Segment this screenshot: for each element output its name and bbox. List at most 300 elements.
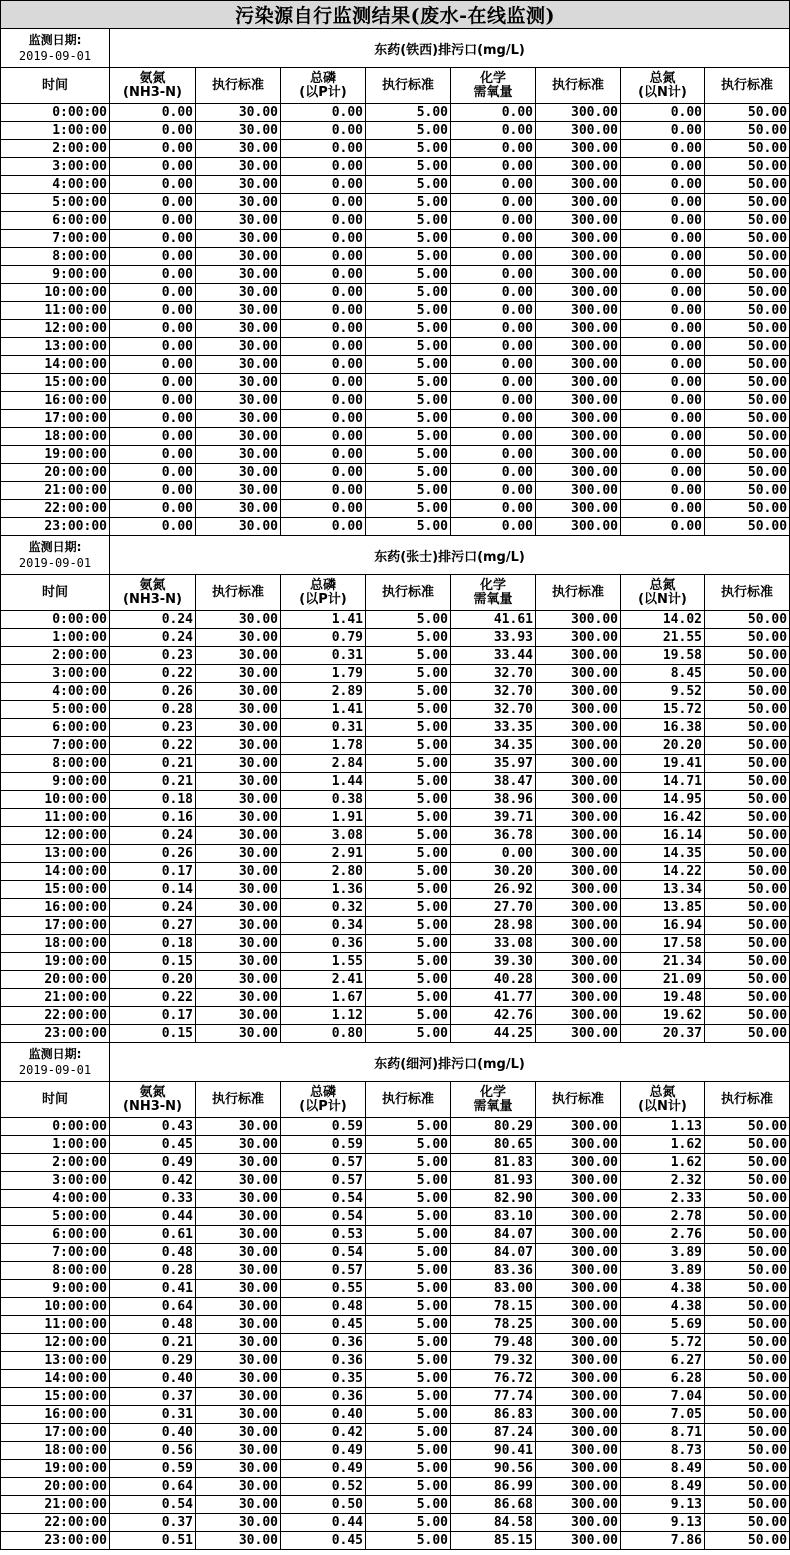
value-cell: 300.00	[536, 392, 621, 410]
time-cell: 6:00:00	[1, 1226, 110, 1244]
value-cell: 5.00	[366, 428, 451, 446]
value-cell: 5.00	[366, 1007, 451, 1025]
value-cell: 14.02	[621, 611, 705, 629]
value-cell: 0.00	[281, 356, 366, 374]
value-cell: 30.00	[196, 122, 281, 140]
value-cell: 300.00	[536, 428, 621, 446]
value-cell: 5.00	[366, 1424, 451, 1442]
time-cell: 13:00:00	[1, 1352, 110, 1370]
value-cell: 50.00	[705, 971, 790, 989]
value-cell: 21.55	[621, 629, 705, 647]
value-cell: 300.00	[536, 320, 621, 338]
value-cell: 38.47	[451, 773, 536, 791]
table-row	[1, 140, 790, 158]
column-header-row	[1, 575, 790, 611]
value-cell: 0.57	[281, 1172, 366, 1190]
value-cell: 33.44	[451, 647, 536, 665]
value-cell: 0.35	[281, 1370, 366, 1388]
value-cell: 50.00	[705, 1478, 790, 1496]
value-cell: 41.61	[451, 611, 536, 629]
value-cell: 300.00	[536, 791, 621, 809]
value-cell: 300.00	[536, 158, 621, 176]
value-cell: 19.41	[621, 755, 705, 773]
value-cell: 0.00	[621, 392, 705, 410]
value-cell: 5.00	[366, 647, 451, 665]
section-info-row	[1, 29, 790, 68]
table-row	[1, 1352, 790, 1370]
time-cell: 8:00:00	[1, 1262, 110, 1280]
value-cell: 20.37	[621, 1025, 705, 1043]
value-cell: 7.86	[621, 1532, 705, 1550]
value-cell: 5.00	[366, 482, 451, 500]
value-cell: 0.18	[110, 935, 196, 953]
value-cell: 0.00	[621, 194, 705, 212]
value-cell: 83.10	[451, 1208, 536, 1226]
table-row	[1, 428, 790, 446]
value-cell: 30.00	[196, 1136, 281, 1154]
column-header	[196, 68, 281, 104]
time-cell: 0:00:00	[1, 1118, 110, 1136]
time-cell: 22:00:00	[1, 1514, 110, 1532]
value-cell: 0.37	[110, 1388, 196, 1406]
table-row	[1, 1460, 790, 1478]
value-cell: 5.00	[366, 518, 451, 536]
value-cell: 50.00	[705, 428, 790, 446]
table-row	[1, 719, 790, 737]
value-cell: 300.00	[536, 122, 621, 140]
table-row	[1, 1514, 790, 1532]
monitoring-date-cell	[1, 29, 110, 68]
value-cell: 50.00	[705, 629, 790, 647]
time-cell: 6:00:00	[1, 719, 110, 737]
value-cell: 0.00	[281, 446, 366, 464]
value-cell: 0.24	[110, 827, 196, 845]
time-cell: 0:00:00	[1, 104, 110, 122]
column-header	[281, 68, 366, 104]
value-cell: 300.00	[536, 1424, 621, 1442]
time-cell: 11:00:00	[1, 809, 110, 827]
value-cell: 50.00	[705, 1025, 790, 1043]
value-cell: 20.20	[621, 737, 705, 755]
value-cell: 1.79	[281, 665, 366, 683]
value-cell: 5.00	[366, 809, 451, 827]
value-cell: 83.36	[451, 1262, 536, 1280]
column-header	[451, 1082, 536, 1118]
value-cell: 50.00	[705, 266, 790, 284]
value-cell: 0.52	[281, 1478, 366, 1496]
value-cell: 50.00	[705, 1424, 790, 1442]
value-cell: 5.00	[366, 1370, 451, 1388]
value-cell: 30.00	[196, 338, 281, 356]
value-cell: 50.00	[705, 917, 790, 935]
value-cell: 17.58	[621, 935, 705, 953]
time-cell: 9:00:00	[1, 266, 110, 284]
value-cell: 300.00	[536, 1532, 621, 1550]
value-cell: 0.40	[110, 1424, 196, 1442]
value-cell: 300.00	[536, 1352, 621, 1370]
value-cell: 300.00	[536, 953, 621, 971]
value-cell: 5.00	[366, 791, 451, 809]
monitoring-date-label: 监测日期:	[28, 33, 82, 47]
time-cell: 20:00:00	[1, 1478, 110, 1496]
value-cell: 2.33	[621, 1190, 705, 1208]
time-cell: 9:00:00	[1, 773, 110, 791]
value-cell: 300.00	[536, 176, 621, 194]
value-cell: 0.00	[451, 338, 536, 356]
table-row	[1, 1316, 790, 1334]
value-cell: 30.00	[196, 1190, 281, 1208]
column-header-line1: 化学	[479, 70, 506, 86]
value-cell: 50.00	[705, 881, 790, 899]
value-cell: 16.42	[621, 809, 705, 827]
time-cell: 22:00:00	[1, 500, 110, 518]
value-cell: 8.73	[621, 1442, 705, 1460]
value-cell: 50.00	[705, 410, 790, 428]
value-cell: 0.34	[281, 917, 366, 935]
table-row	[1, 1226, 790, 1244]
value-cell: 50.00	[705, 899, 790, 917]
value-cell: 0.00	[281, 266, 366, 284]
value-cell: 300.00	[536, 971, 621, 989]
value-cell: 0.00	[451, 320, 536, 338]
value-cell: 16.38	[621, 719, 705, 737]
value-cell: 2.41	[281, 971, 366, 989]
value-cell: 50.00	[705, 953, 790, 971]
time-cell: 20:00:00	[1, 464, 110, 482]
value-cell: 0.49	[110, 1154, 196, 1172]
value-cell: 300.00	[536, 266, 621, 284]
value-cell: 50.00	[705, 1136, 790, 1154]
value-cell: 32.70	[451, 683, 536, 701]
value-cell: 30.00	[196, 899, 281, 917]
value-cell: 30.00	[196, 500, 281, 518]
value-cell: 0.45	[281, 1316, 366, 1334]
table-row	[1, 446, 790, 464]
value-cell: 300.00	[536, 356, 621, 374]
column-header	[1, 68, 110, 104]
time-cell: 12:00:00	[1, 1334, 110, 1352]
value-cell: 30.00	[196, 863, 281, 881]
value-cell: 0.64	[110, 1478, 196, 1496]
value-cell: 90.41	[451, 1442, 536, 1460]
value-cell: 0.00	[621, 446, 705, 464]
value-cell: 0.57	[281, 1262, 366, 1280]
value-cell: 0.51	[110, 1532, 196, 1550]
value-cell: 50.00	[705, 320, 790, 338]
value-cell: 80.29	[451, 1118, 536, 1136]
column-header	[536, 68, 621, 104]
value-cell: 300.00	[536, 863, 621, 881]
value-cell: 0.00	[281, 140, 366, 158]
value-cell: 1.62	[621, 1136, 705, 1154]
value-cell: 0.00	[281, 212, 366, 230]
value-cell: 5.00	[366, 845, 451, 863]
value-cell: 19.48	[621, 989, 705, 1007]
value-cell: 300.00	[536, 140, 621, 158]
value-cell: 30.00	[196, 1532, 281, 1550]
value-cell: 86.99	[451, 1478, 536, 1496]
value-cell: 50.00	[705, 683, 790, 701]
value-cell: 5.00	[366, 971, 451, 989]
value-cell: 30.00	[196, 248, 281, 266]
value-cell: 300.00	[536, 518, 621, 536]
value-cell: 32.70	[451, 665, 536, 683]
value-cell: 30.00	[196, 1496, 281, 1514]
column-header-line1: 总氮	[649, 70, 676, 86]
column-header-line2: (NH3-N)	[123, 84, 182, 100]
value-cell: 50.00	[705, 500, 790, 518]
time-cell: 17:00:00	[1, 917, 110, 935]
value-cell: 300.00	[536, 248, 621, 266]
monitoring-date-value: 2019-09-01	[18, 556, 92, 570]
value-cell: 50.00	[705, 194, 790, 212]
table-body	[1, 1, 790, 1550]
column-header	[536, 575, 621, 611]
value-cell: 9.13	[621, 1496, 705, 1514]
value-cell: 0.24	[110, 611, 196, 629]
column-header-line1: 执行标准	[381, 1091, 434, 1107]
value-cell: 300.00	[536, 1334, 621, 1352]
value-cell: 30.00	[196, 683, 281, 701]
value-cell: 78.25	[451, 1316, 536, 1334]
value-cell: 9.13	[621, 1514, 705, 1532]
time-cell: 1:00:00	[1, 1136, 110, 1154]
column-header-row	[1, 68, 790, 104]
value-cell: 30.00	[196, 266, 281, 284]
value-cell: 30.00	[196, 755, 281, 773]
value-cell: 0.48	[281, 1298, 366, 1316]
value-cell: 30.00	[196, 1298, 281, 1316]
value-cell: 0.80	[281, 1025, 366, 1043]
value-cell: 0.79	[281, 629, 366, 647]
value-cell: 300.00	[536, 737, 621, 755]
value-cell: 5.00	[366, 1352, 451, 1370]
value-cell: 38.96	[451, 791, 536, 809]
value-cell: 300.00	[536, 1007, 621, 1025]
value-cell: 0.00	[451, 212, 536, 230]
value-cell: 1.78	[281, 737, 366, 755]
value-cell: 87.24	[451, 1424, 536, 1442]
value-cell: 50.00	[705, 1460, 790, 1478]
time-cell: 14:00:00	[1, 1370, 110, 1388]
value-cell: 30.00	[196, 1316, 281, 1334]
value-cell: 30.00	[196, 989, 281, 1007]
column-header-line1: 执行标准	[551, 584, 604, 600]
value-cell: 30.00	[196, 647, 281, 665]
value-cell: 33.08	[451, 935, 536, 953]
value-cell: 0.00	[621, 410, 705, 428]
value-cell: 0.00	[281, 104, 366, 122]
value-cell: 0.26	[110, 845, 196, 863]
value-cell: 6.27	[621, 1352, 705, 1370]
table-row	[1, 1154, 790, 1172]
column-header	[366, 68, 451, 104]
value-cell: 0.16	[110, 809, 196, 827]
value-cell: 300.00	[536, 1298, 621, 1316]
value-cell: 300.00	[536, 338, 621, 356]
column-header-line1: 总磷	[309, 577, 336, 593]
value-cell: 50.00	[705, 122, 790, 140]
value-cell: 0.00	[621, 428, 705, 446]
value-cell: 0.14	[110, 881, 196, 899]
table-row	[1, 737, 790, 755]
time-cell: 4:00:00	[1, 176, 110, 194]
table-row	[1, 1208, 790, 1226]
time-cell: 22:00:00	[1, 1007, 110, 1025]
value-cell: 0.00	[621, 320, 705, 338]
time-cell: 8:00:00	[1, 248, 110, 266]
value-cell: 300.00	[536, 1154, 621, 1172]
value-cell: 30.00	[196, 1280, 281, 1298]
table-row	[1, 701, 790, 719]
value-cell: 5.00	[366, 500, 451, 518]
value-cell: 300.00	[536, 1136, 621, 1154]
value-cell: 300.00	[536, 899, 621, 917]
value-cell: 50.00	[705, 248, 790, 266]
value-cell: 0.15	[110, 1025, 196, 1043]
value-cell: 50.00	[705, 845, 790, 863]
value-cell: 300.00	[536, 1514, 621, 1532]
value-cell: 0.32	[281, 899, 366, 917]
value-cell: 5.69	[621, 1316, 705, 1334]
value-cell: 300.00	[536, 1496, 621, 1514]
value-cell: 300.00	[536, 1316, 621, 1334]
value-cell: 6.28	[621, 1370, 705, 1388]
time-cell: 9:00:00	[1, 1280, 110, 1298]
value-cell: 28.98	[451, 917, 536, 935]
value-cell: 50.00	[705, 809, 790, 827]
value-cell: 0.54	[281, 1244, 366, 1262]
value-cell: 0.00	[110, 212, 196, 230]
value-cell: 30.00	[196, 302, 281, 320]
value-cell: 5.00	[366, 1172, 451, 1190]
time-cell: 15:00:00	[1, 1388, 110, 1406]
value-cell: 30.00	[196, 1442, 281, 1460]
value-cell: 0.57	[281, 1154, 366, 1172]
table-row	[1, 917, 790, 935]
value-cell: 5.00	[366, 701, 451, 719]
table-row	[1, 410, 790, 428]
table-row	[1, 1007, 790, 1025]
column-header	[621, 1082, 705, 1118]
time-cell: 19:00:00	[1, 446, 110, 464]
value-cell: 30.00	[196, 176, 281, 194]
title-row	[1, 1, 790, 29]
table-row	[1, 827, 790, 845]
value-cell: 0.00	[110, 122, 196, 140]
value-cell: 5.00	[366, 356, 451, 374]
value-cell: 50.00	[705, 230, 790, 248]
value-cell: 5.00	[366, 1478, 451, 1496]
column-header	[705, 575, 790, 611]
value-cell: 0.27	[110, 917, 196, 935]
monitoring-date-value: 2019-09-01	[18, 1063, 92, 1077]
column-header-line2: 需氧量	[473, 84, 513, 100]
table-row	[1, 1190, 790, 1208]
value-cell: 86.68	[451, 1496, 536, 1514]
value-cell: 300.00	[536, 1025, 621, 1043]
value-cell: 0.00	[281, 284, 366, 302]
value-cell: 8.71	[621, 1424, 705, 1442]
table-row	[1, 230, 790, 248]
value-cell: 0.00	[110, 500, 196, 518]
value-cell: 300.00	[536, 881, 621, 899]
value-cell: 42.76	[451, 1007, 536, 1025]
value-cell: 21.34	[621, 953, 705, 971]
value-cell: 300.00	[536, 1244, 621, 1262]
value-cell: 5.00	[366, 1406, 451, 1424]
time-cell: 10:00:00	[1, 284, 110, 302]
time-cell: 3:00:00	[1, 158, 110, 176]
value-cell: 0.44	[281, 1514, 366, 1532]
value-cell: 50.00	[705, 647, 790, 665]
value-cell: 0.00	[621, 248, 705, 266]
value-cell: 50.00	[705, 158, 790, 176]
value-cell: 0.00	[451, 446, 536, 464]
column-header	[705, 68, 790, 104]
time-cell: 1:00:00	[1, 629, 110, 647]
value-cell: 30.00	[196, 611, 281, 629]
column-header	[621, 68, 705, 104]
value-cell: 300.00	[536, 1172, 621, 1190]
value-cell: 30.00	[196, 1154, 281, 1172]
value-cell: 0.00	[110, 428, 196, 446]
value-cell: 5.00	[366, 158, 451, 176]
table-row	[1, 665, 790, 683]
time-cell: 23:00:00	[1, 518, 110, 536]
value-cell: 0.00	[110, 140, 196, 158]
value-cell: 50.00	[705, 1388, 790, 1406]
value-cell: 0.00	[110, 410, 196, 428]
value-cell: 5.00	[366, 1514, 451, 1532]
section-info-row	[1, 1043, 790, 1082]
time-cell: 2:00:00	[1, 1154, 110, 1172]
value-cell: 0.00	[621, 158, 705, 176]
value-cell: 300.00	[536, 719, 621, 737]
value-cell: 30.00	[196, 212, 281, 230]
value-cell: 0.40	[281, 1406, 366, 1424]
value-cell: 30.00	[196, 1226, 281, 1244]
value-cell: 300.00	[536, 104, 621, 122]
value-cell: 0.29	[110, 1352, 196, 1370]
value-cell: 82.90	[451, 1190, 536, 1208]
table-row	[1, 176, 790, 194]
table-row	[1, 1442, 790, 1460]
value-cell: 0.00	[281, 410, 366, 428]
value-cell: 5.00	[366, 719, 451, 737]
value-cell: 5.00	[366, 320, 451, 338]
value-cell: 0.00	[281, 122, 366, 140]
time-cell: 6:00:00	[1, 212, 110, 230]
column-header-line2: (NH3-N)	[123, 591, 182, 607]
value-cell: 0.00	[110, 230, 196, 248]
time-cell: 18:00:00	[1, 1442, 110, 1460]
value-cell: 50.00	[705, 701, 790, 719]
value-cell: 5.00	[366, 1190, 451, 1208]
monitoring-date-cell	[1, 1043, 110, 1082]
column-header	[196, 575, 281, 611]
value-cell: 5.00	[366, 464, 451, 482]
value-cell: 50.00	[705, 1496, 790, 1514]
value-cell: 0.00	[621, 356, 705, 374]
value-cell: 2.80	[281, 863, 366, 881]
value-cell: 0.00	[281, 338, 366, 356]
value-cell: 50.00	[705, 1118, 790, 1136]
value-cell: 5.00	[366, 104, 451, 122]
value-cell: 30.00	[196, 737, 281, 755]
column-header-line1: 化学	[479, 577, 506, 593]
time-cell: 21:00:00	[1, 989, 110, 1007]
